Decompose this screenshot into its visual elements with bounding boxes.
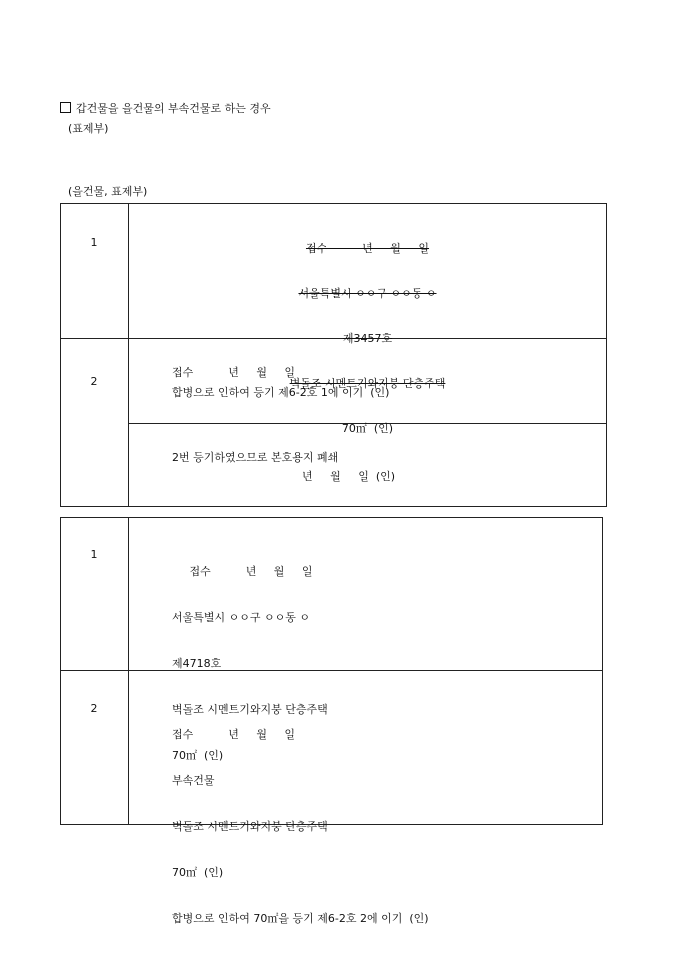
text-line: 접수 년 월 일 [172, 565, 313, 578]
text-line: 제4718호 [172, 657, 222, 670]
table-2-row-2-number: 2 [90, 702, 98, 715]
text-line: 벽돌조 시멘트기와지붕 단층주택 [172, 703, 328, 716]
text-line: 70㎡ (인) [172, 866, 224, 879]
text-line: 벽돌조 시멘트기와지붕 단층주택 [172, 820, 328, 833]
table-1-row-2-line-2: 합병으로 인하여 등기 제6-2호 1에 이기 (인) [172, 386, 390, 399]
table-1-row-3-line-2: 년 월 일 (인) [302, 470, 396, 483]
table-2-column-divider [128, 517, 129, 825]
heading-subtitle: (표제부) [68, 122, 109, 135]
text-line: 합병으로 인하여 70㎡을 등기 제6-2호 2에 이기 (인) [172, 912, 429, 925]
text-line: 부속건물 [172, 774, 215, 787]
table-2-row-divider [60, 670, 603, 671]
struck-line: 벽돌조 시멘트기와지붕 단층주택 [289, 377, 446, 390]
struck-line: 서울특별시 ㅇㅇ구 ㅇㅇ동 ㅇ [298, 287, 437, 300]
struck-line: 제3457호 [342, 332, 393, 345]
section-label: (을건물, 표제부) [68, 185, 148, 198]
struck-line: 접수 년 월 일 [305, 242, 430, 255]
table-1-row-1-content [128, 214, 607, 452]
heading-text: 갑건물을 을건물의 부속건물로 하는 경우 [76, 102, 271, 115]
table-1-row-3-line-1: 2번 등기하였으므로 본호용지 폐쇄 [172, 451, 339, 464]
table-2-row-1-number: 1 [90, 548, 98, 561]
area-line: 70㎡ (인) [341, 422, 394, 435]
table-1-row-1-number: 1 [90, 236, 98, 249]
section-heading [60, 100, 271, 116]
table-2-row-2-content [172, 700, 429, 943]
text-line: 70㎡ (인) [172, 749, 224, 762]
table-1-row-2-line-1: 접수 년 월 일 [172, 366, 296, 379]
text-line: 서울특별시 ㅇㅇ구 ㅇㅇ동 ㅇ [172, 611, 311, 624]
text-line: 접수 년 월 일 [172, 728, 296, 741]
table-1-row-2-number: 2 [90, 375, 98, 388]
checkbox-icon [60, 102, 71, 113]
